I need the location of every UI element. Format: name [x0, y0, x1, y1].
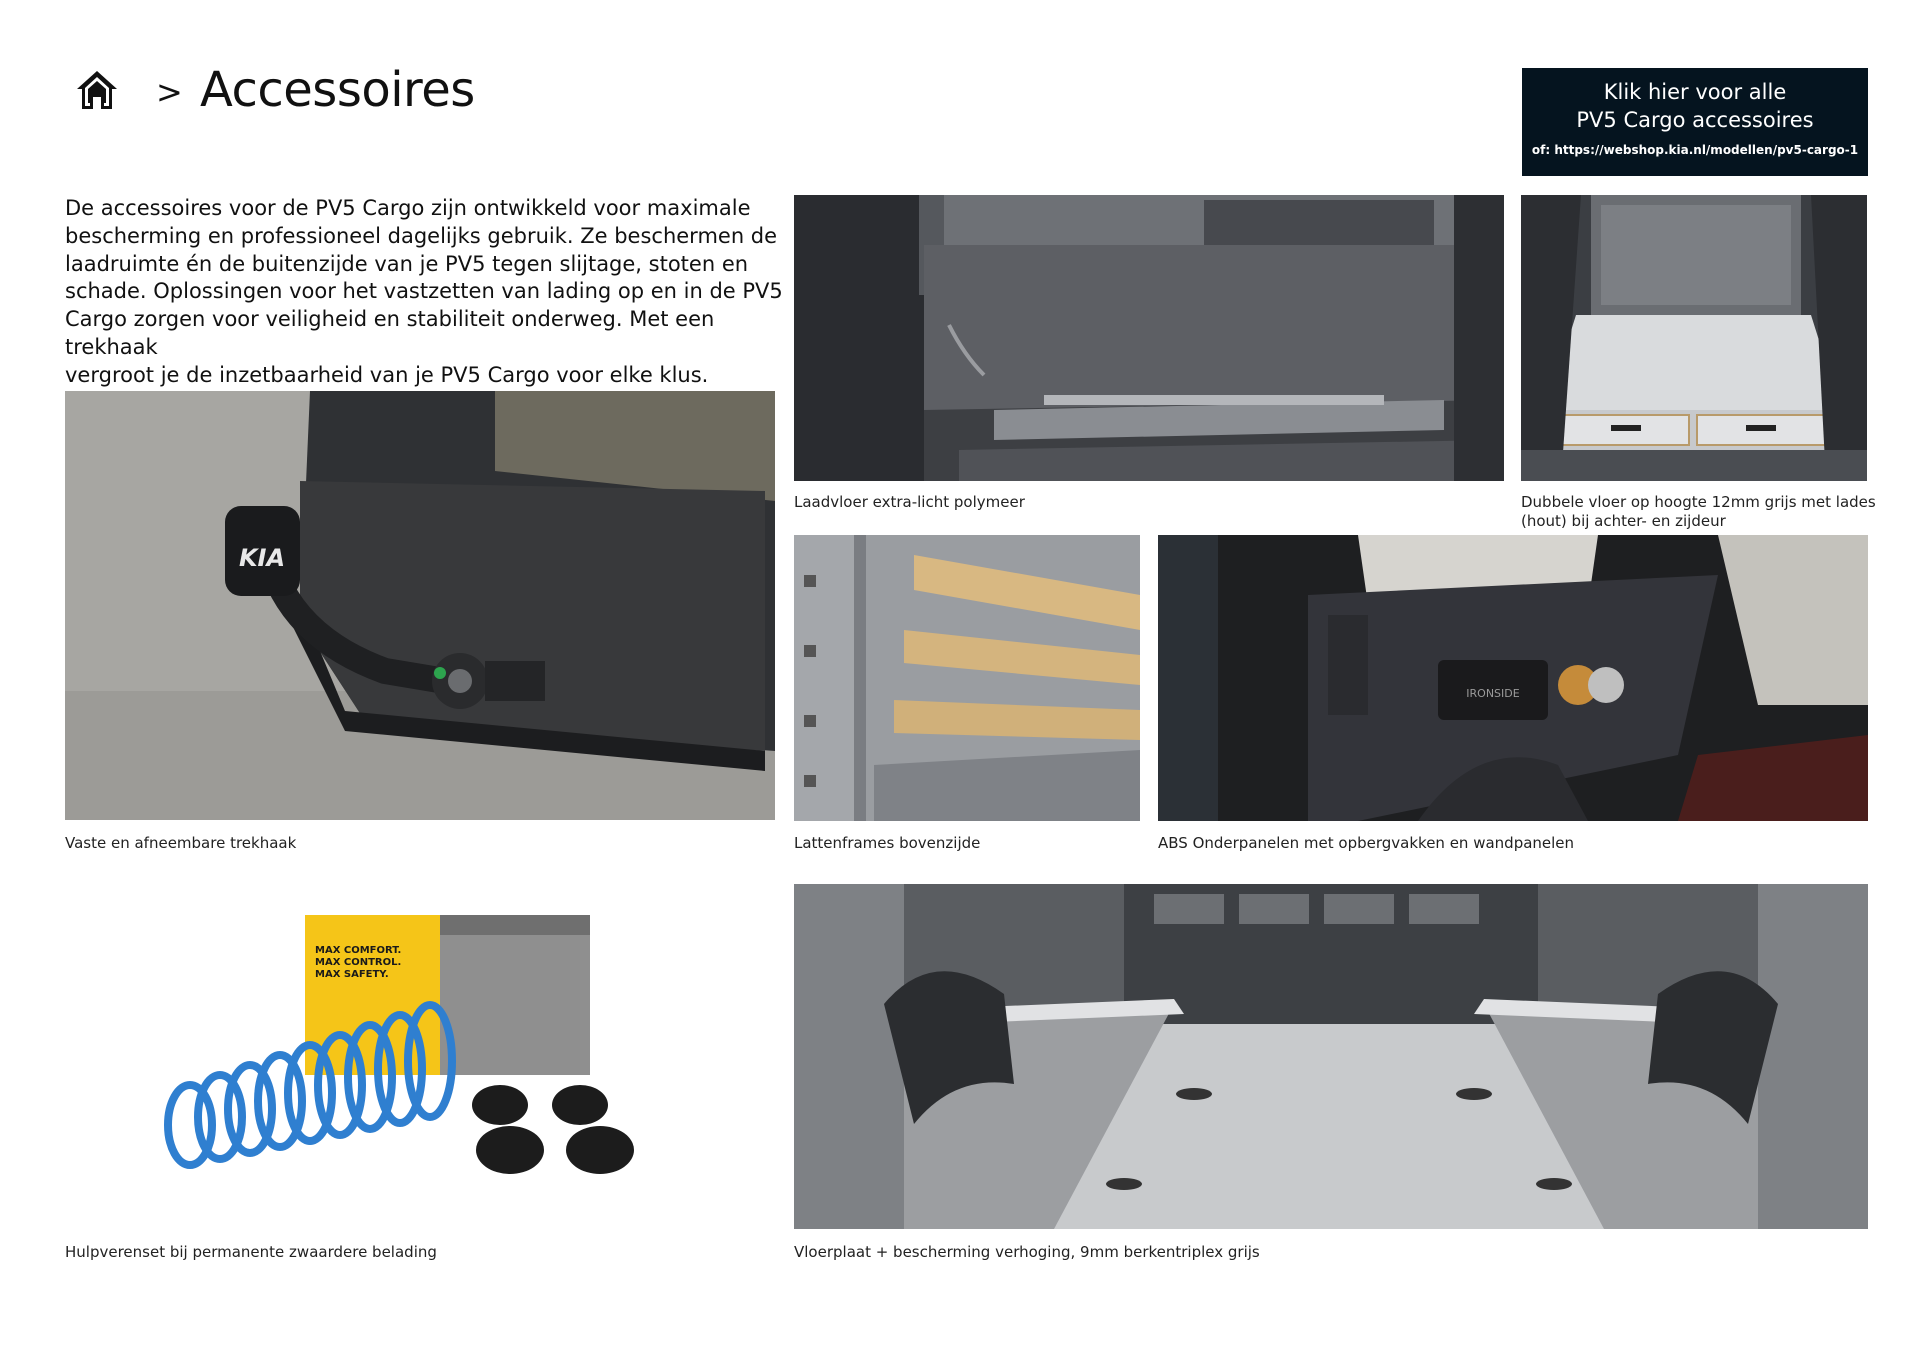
webshop-cta-button[interactable] [1522, 68, 1868, 176]
caption: Lattenframes bovenzijde [794, 834, 981, 852]
home-link[interactable] [74, 68, 120, 112]
intro-line: De accessoires voor de PV5 Cargo zijn ontwikkeld voor maximale [65, 196, 751, 220]
caption: Hulpverenset bij permanente zwaardere belading [65, 1243, 437, 1261]
cta-line-2: PV5 Cargo accessoires [1576, 108, 1814, 132]
kia-logo: KIA [238, 544, 286, 572]
caption: Vaste en afneembare trekhaak [65, 834, 297, 852]
photo-abs-panels [1158, 535, 1868, 821]
photo-floor-plate [794, 884, 1868, 1229]
intro-line: schade. Oplossingen voor het vastzetten van lading op en in de PV5 [65, 279, 783, 304]
intro-line: laadruimte én de buitenzijde van je PV5 tegen slijtage, stoten en [65, 251, 749, 276]
photo-helper-springs [150, 905, 670, 1205]
photo-double-floor-drawers [1521, 195, 1867, 481]
intro-line: Cargo zorgen voor veiligheid en stabiliteit onderweg. Met een trekhaak [65, 307, 715, 359]
caption-line: Dubbele vloer op hoogte 12mm grijs met lades [1521, 493, 1876, 511]
caption-line: (hout) bij achter- en zijdeur [1521, 512, 1726, 530]
home-icon [74, 68, 120, 112]
caption: ABS Onderpanelen met opbergvakken en wandpanelen [1158, 834, 1575, 852]
intro-line: vergroot je de inzetbaarheid van je PV5 Cargo voor elke klus. [65, 362, 709, 387]
intro-line: bescherming en professioneel dagelijks gebruik. Ze beschermen de [65, 223, 778, 248]
photo-cargo-floor-polymer [794, 195, 1504, 481]
box-text-3: MAX SAFETY. [315, 969, 389, 980]
caption [1521, 493, 1876, 531]
breadcrumb-separator: > [156, 73, 183, 111]
photo-towbar [65, 391, 775, 820]
photo-slat-frames [794, 535, 1140, 821]
cta-line-1: Klik hier voor alle [1603, 80, 1787, 104]
ironside-brand: IRONSIDE [1466, 687, 1520, 700]
intro-text [65, 195, 785, 390]
page-title: Accessoires [200, 62, 475, 118]
caption: Vloerplaat + bescherming verhoging, 9mm berkentriplex grijs [794, 1243, 1260, 1261]
caption: Laadvloer extra-licht polymeer [794, 493, 1025, 511]
cta-url: of: https://webshop.kia.nl/modellen/pv5-cargo-1 [1531, 143, 1859, 157]
box-text-2: MAX CONTROL. [315, 957, 402, 968]
box-text-1: MAX COMFORT. [315, 945, 402, 956]
